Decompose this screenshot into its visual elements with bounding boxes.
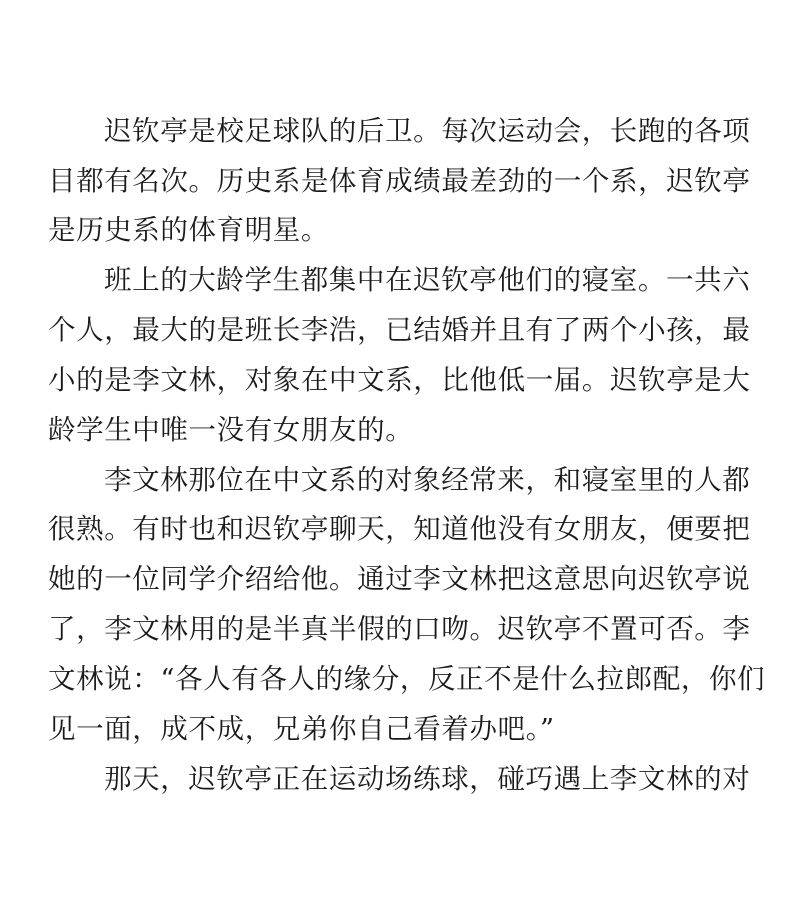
text-line-7: 龄学生中唯一没有女朋友的。: [48, 414, 414, 446]
text-line-3: 是历史系的体育明星。: [48, 214, 329, 246]
text-line-12: 文林说：“各人有各人的缘分，反正不是什么拉郎配，你们: [48, 663, 766, 695]
text-line-8: 李文林那位在中文系的对象经常来，和寝室里的人都: [104, 464, 751, 496]
text-line-11: 了，李文林用的是半真半假的口吻。迟钦亭不置可否。李: [48, 613, 751, 645]
text-line-4: 班上的大龄学生都集中在迟钦亭他们的寝室。一共六: [104, 264, 751, 296]
text-line-13: 见一面，成不成，兄弟你自己看着办吧。”: [48, 713, 555, 745]
text-line-5: 个人，最大的是班长李浩，已结婚并且有了两个小孩，最: [48, 314, 751, 346]
text-line-14: 那天，迟钦亭正在运动场练球，碰巧遇上李文林的对: [104, 763, 751, 795]
text-line-1: 迟钦亭是校足球队的后卫。每次运动会，长跑的各项: [104, 115, 751, 147]
text-line-10: 她的一位同学介绍给他。通过李文林把这意思向迟钦亭说: [48, 563, 751, 595]
text-line-6: 小的是李文林，对象在中文系，比他低一届。迟钦亭是大: [48, 364, 751, 396]
text-line-2: 目都有名次。历史系是体育成绩最差劲的一个系，迟钦亭: [48, 165, 751, 197]
text-line-9: 很熟。有时也和迟钦亭聊天，知道他没有女朋友，便要把: [48, 513, 751, 545]
